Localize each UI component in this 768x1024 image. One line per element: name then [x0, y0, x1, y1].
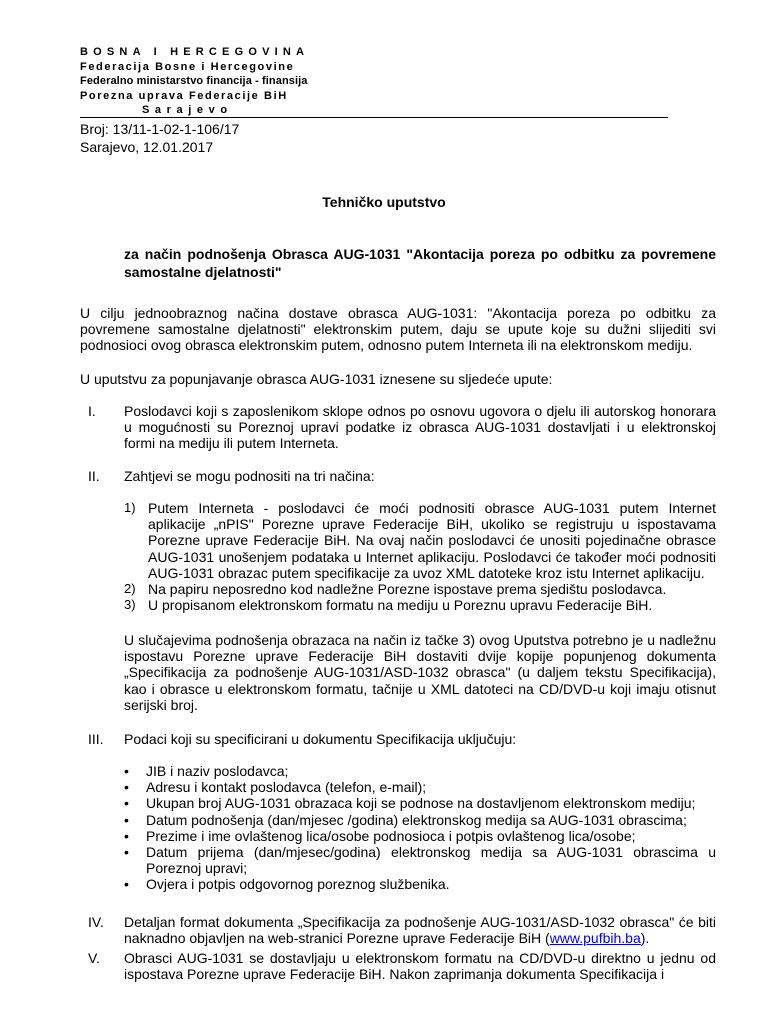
bullet-icon: • — [124, 795, 129, 812]
letterhead-city: Sarajevo — [142, 104, 233, 116]
letterhead — [80, 45, 309, 118]
instructions-lead: U uputstvu za popunjavanje obrasca AUG-1031 iznesene su sljedeće upute: — [80, 371, 553, 387]
section-i-text: Poslodavci koji s zaposlenikom sklope odnos po osnovu ugovora o djelu ili autorskog honorara u mogućnosti su Poreznoj upravi podatke iz obrasca AUG-1031 dostavljati i u elektronskoj formi na mediju ili putem Interneta. — [124, 403, 716, 452]
section-v-text: Obrasci AUG-1031 se dostavljaju u elektronskom formatu na CD/DVD-u direktno u jednu od ispostava Porezne uprave Federacije BiH. Nakon zaprimanja dokumenta Specifikacija i — [124, 950, 716, 983]
document-title: Tehničko uputstvo — [322, 194, 446, 210]
list-item — [124, 828, 716, 844]
list-item-text: Datum prijema (dan/mjesec/godina) elektronskog medija sa AUG-1031 obrascima u Poreznoj upravi; — [146, 844, 716, 877]
list-item-text: Ovjera i potpis odgovornog poreznog službenika. — [146, 876, 450, 893]
bullet-icon: • — [124, 827, 129, 844]
section-iv-text — [124, 914, 716, 946]
section-ii-note: U slučajevima podnošenja obrazaca na način iz tačke 3) ovog Uputstva potrebno je u nadležnu ispostavu Porezne uprave Federacije BiH dostaviti dvije kopije popunjenog dokumenta „Specifikacija za podnošenje AUG-1031/ASD-1032 obrasca" (u daljem tekstu Specifikacija), kao i obrasce u elektronskom formatu, tačnije u XML datoteci na CD/DVD-u koji imaju otisnut serijski broj. — [124, 632, 716, 713]
section-iv-text-after: ). — [640, 930, 650, 947]
bullet-icon: • — [124, 779, 129, 796]
list-item — [124, 812, 716, 828]
letterhead-country: BOSNA I HERCEGOVINA — [80, 46, 310, 58]
bullet-icon: • — [124, 763, 129, 779]
section-iii-text: Podaci koji su specificirani u dokumentu Specifikacija uključuju: — [124, 731, 517, 747]
section-iv-numeral: IV. — [88, 914, 104, 930]
list-item-text: JIB i naziv poslodavca; — [146, 763, 289, 779]
section-ii-text: Zahtjevi se mogu podnositi na tri načina: — [124, 468, 375, 484]
list-item-number: 1) — [124, 500, 136, 515]
document-meta — [80, 120, 239, 156]
section-iv-text-before: Detaljan format dokumenta „Specifikacija za podnošenje AUG-1031/ASD-1032 obrasca" će biti naknadno objavljen na web-stranici Porezne uprave Federacije BiH ( — [124, 914, 716, 947]
list-item-text: Datum podnošenja (dan/mjesec /godina) elektronskog medija sa AUG-1031 obrascima; — [146, 811, 687, 828]
list-item-text: Putem Interneta - poslodavci će moći podnositi obrasce AUG-1031 putem Internet aplikacije „nPIS" Porezne uprave Federacije BiH, ukoliko se registruju u ispostavama Porezne uprave Federacije BiH. Na ovaj način poslodavci će unositi pojedinačne obrasce AUG-1031 unošenjem podataka u Internet aplikaciju. Poslodavci će također moći podnositi AUG-1031 obrazac putem specifikacije za uvoz XML datoteke kroz istu Internet aplikaciju. — [148, 500, 716, 581]
list-item-text: U propisanom elektronskom formatu na mediju u Poreznu upravu Federacije BiH. — [148, 597, 653, 614]
section-iii-bullets — [124, 763, 716, 893]
section-ii-numeral: II. — [88, 468, 100, 484]
place-and-date: Sarajevo, 12.01.2017 — [80, 139, 214, 155]
letterhead-ministry: Federalno ministarstvo financija - finansija — [80, 75, 308, 87]
document-subtitle: za način podnošenja Obrasca AUG-1031 "Akontacija poreza po odbitku za povremene samostalne djelatnosti" — [124, 246, 716, 280]
intro-paragraph: U cilju jednoobraznog načina dostave obrasca AUG-1031: "Akontacija poreza po odbitku za povremene samostalne djelatnosti" elektronskim putem, daju se upute koje su dužni slijediti svi podnosioci ovog obrasca elektronskim putem, odnosno putem Interneta ili na elektronskom mediju. — [80, 305, 716, 354]
list-item-text: Adresu i kontakt poslodavca (telefon, e-mail); — [146, 779, 427, 796]
reference-number: Broj: 13/11-1-02-1-106/17 — [80, 121, 240, 137]
section-i-numeral: I. — [88, 403, 96, 419]
letterhead-tax-office: Porezna uprava Federacije BiH — [80, 89, 288, 102]
list-item — [124, 844, 716, 876]
list-item-text: Na papiru neposredno kod nadležne Porezne ispostave prema sjedištu poslodavca. — [148, 581, 667, 598]
list-item — [124, 795, 716, 811]
section-v-numeral: V. — [88, 950, 100, 966]
letterhead-federation: Federacija Bosne i Hercegovine — [80, 60, 295, 73]
list-item — [124, 876, 716, 892]
list-item-number: 2) — [124, 581, 136, 597]
list-item-number: 3) — [124, 597, 136, 613]
list-item — [124, 779, 716, 795]
list-item — [124, 763, 716, 779]
list-item-text: Ukupan broj AUG-1031 obrazaca koji se podnose na dostavljenom elektronskom mediju; — [146, 795, 696, 812]
list-item — [124, 581, 716, 597]
pufbih-website-link[interactable]: www.pufbih.ba — [549, 930, 641, 947]
bullet-icon: • — [124, 811, 129, 828]
letterhead-divider — [80, 117, 668, 118]
list-item — [124, 500, 716, 581]
list-item — [124, 597, 716, 613]
section-ii-list — [124, 500, 716, 613]
section-iii-numeral: III. — [88, 731, 104, 747]
bullet-icon: • — [124, 844, 129, 861]
list-item-text: Prezime i ime ovlaštenog lica/osobe podnosioca i potpis ovlaštenog lica/osobe; — [146, 827, 636, 844]
bullet-icon: • — [124, 876, 129, 893]
